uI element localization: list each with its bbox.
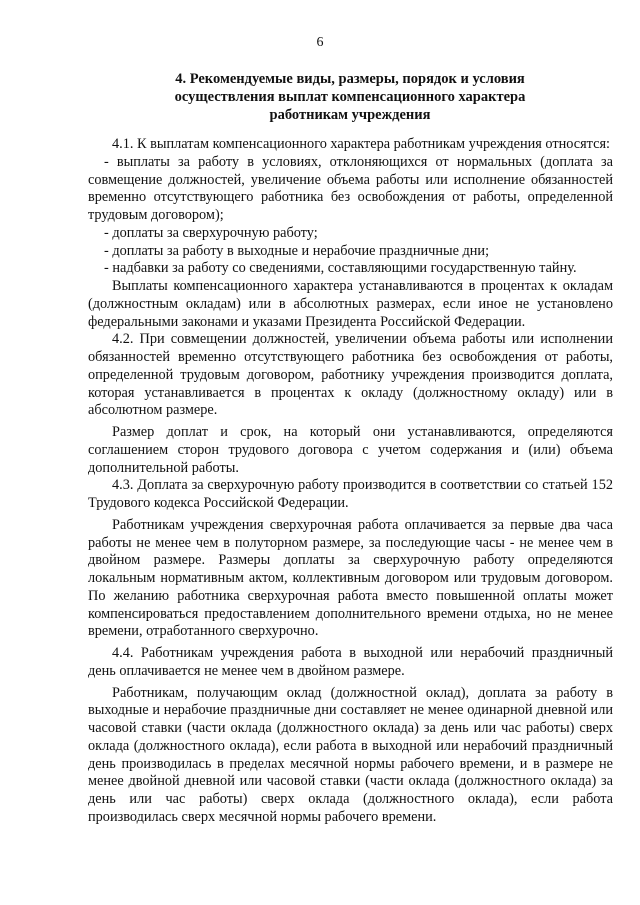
document-body [88,136,613,827]
paragraph-4-3: 4.3. Доплата за сверхурочную работу производится в соответствии со статьей 152 Трудового кодекса Российской Федерации. [88,477,613,511]
paragraph-4-2: 4.2. При совмещении должностей, увеличении объема работы или исполнении обязанностей временно отсутствующего работника без освобождения от работы, определенной трудовым договором, работнику учреждения производится доплата, которая устанавливается в процентах к окладу (должностному окладу) или в абсолютном размере. [88,331,613,419]
list-item: - доплаты за работу в выходные и нерабочие праздничные дни; [104,242,490,259]
section-heading-line: осуществления выплат компенсационного характера [174,89,526,105]
paragraph-4-1: 4.1. К выплатам компенсационного характера работникам учреждения относятся: [112,136,611,152]
paragraph: Выплаты компенсационного характера устанавливаются в процентах к окладам (должностным окладам) или в абсолютных размерах, если иное не установлено федеральными законами и указами Президента Российской Федерации. [88,278,613,330]
list-item: - доплаты за сверхурочную работу; [104,224,318,241]
paragraph: Работникам учреждения сверхурочная работа оплачивается за первые два часа работы не менее чем в полуторном размере, за последующие часы - не менее чем в двойном размере. Размеры доплаты за сверхурочную работу определяются локальным нормативным актом, коллективным договором или трудовым договором. По желанию работника сверхурочная работа вместо повышенной оплаты может компенсироваться предоставлением дополнительного времени отдыха, но не менее времени, отработанного сверхурочно. [88,516,613,640]
section-heading-line: 4. Рекомендуемые виды, размеры, порядок и условия [175,71,525,87]
paragraph-4-4: 4.4. Работникам учреждения работа в выходной или нерабочий праздничный день оплачивается не менее чем в двойном размере. [88,645,613,679]
page-number: 6 [316,35,324,50]
list-item: - надбавки за работу со сведениями, составляющими государственную тайну. [104,260,577,277]
section-heading-line: работникам учреждения [269,107,431,123]
section-heading [150,70,550,124]
list-item: - выплаты за работу в условиях, отклоняющихся от нормальных (доплата за совмещение должностей, увеличение объема работы или исполнение обязанностей временно отсутствующего работника без освобождения от работы, определенной трудовым договором); [88,153,613,223]
paragraph: Работникам, получающим оклад (должностной оклад), доплата за работу в выходные и нерабочие праздничные дни составляет не менее одинарной дневной или часовой ставки (части оклада (должностного оклада) за день или час работы) сверх оклада (должностного оклада), если работа в выходной или нерабочий праздничный день производилась в пределах месячной нормы рабочего времени, и в размере не менее двойной дневной или часовой ставки (части оклада (должностного оклада) за день или час работы) сверх оклада (должностного оклада), если работа производилась сверх месячной нормы рабочего времени. [88,684,613,825]
paragraph: Размер доплат и срок, на который они устанавливаются, определяются соглашением сторон трудового договора с учетом содержания и (или) объема дополнительной работы. [88,424,613,476]
